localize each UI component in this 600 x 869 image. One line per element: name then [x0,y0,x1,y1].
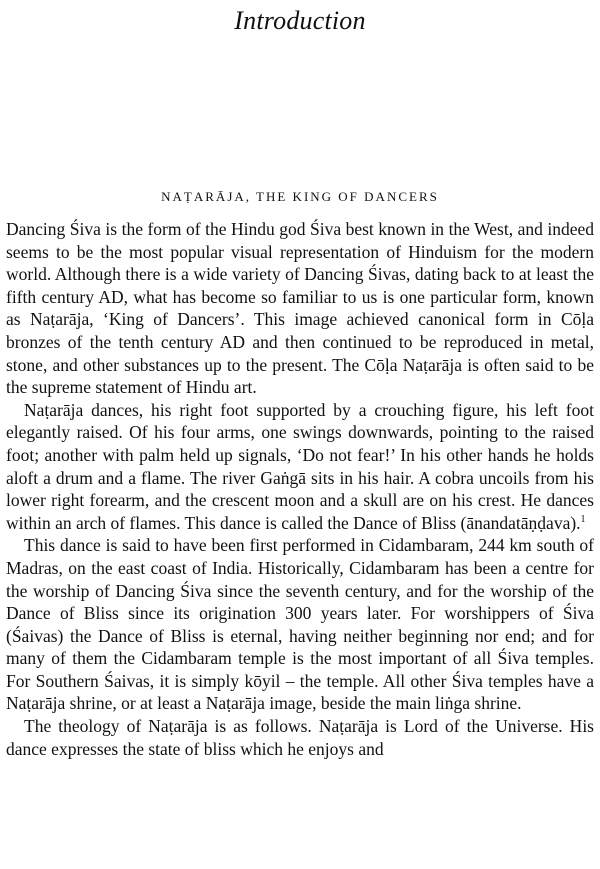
paragraph-3-text: This dance is said to have been first performed in Cidambaram, 244 km south of Madras, on the east coast of India. Historically, Cidambaram has been a centre for the worship of Dancing Śiva since the seventh century, and for the worship of the Dance of Bliss since its origination 300 years later. For worshippers of Śiva (Śaivas) the Dance of Bliss is eternal, having neither beginning nor end; and for many of them the Cidambaram temple is the most important of all Śiva temples. For Southern Śaivas, it is simply kōyil – the temple. All other Śiva temples have a Naṭarāja shrine, or at least a Naṭarāja image, beside the main liṅga shrine. [6,535,594,714]
body-text [6,218,594,760]
paragraph-2-text: Naṭarāja dances, his right foot supported by a crouching figure, his left foot elegantly raised. Of his four arms, one swings downwards, pointing to the raised foot; another with palm held up signals, ‘Do not fear!’ In his other hands he holds aloft a drum and a flame. The river Gaṅgā sits in his hair. A cobra uncoils from his lower right forearm, and the crescent moon and a skull are on his crest. He dances within an arch of flames. This dance is called the Dance of Bliss (ānandatāṇḍava). [6,399,594,533]
paragraph-4-text: The theology of Naṭarāja is as follows. Naṭarāja is Lord of the Universe. His dance expresses the state of bliss which he enjoys and [6,716,594,759]
paragraph-4 [6,715,594,760]
document-page [6,0,594,869]
paragraph-3 [6,534,594,715]
footnote-marker: 1 [580,513,586,525]
paragraph-2 [6,399,594,535]
paragraph-1-text: Dancing Śiva is the form of the Hindu god Śiva best known in the West, and indeed seems to be the most popular visual representation of Hinduism for the modern world. Although there is a wide variety of Dancing Śivas, dating back to at least the fifth century AD, what has become so familiar to us is one particular form, known as Naṭarāja, ‘King of Dancers’. This image achieved canonical form in Cōḷa bronzes of the tenth century AD and then continued to be reproduced in metal, stone, and other substances up to the present. The Cōḷa Naṭarāja is often said to be the supreme statement of Hindu art. [6,219,594,398]
paragraph-1 [6,218,594,399]
section-heading: NAṬARĀJA, THE KING OF DANCERS [161,189,439,204]
chapter-title: Introduction [234,6,366,35]
